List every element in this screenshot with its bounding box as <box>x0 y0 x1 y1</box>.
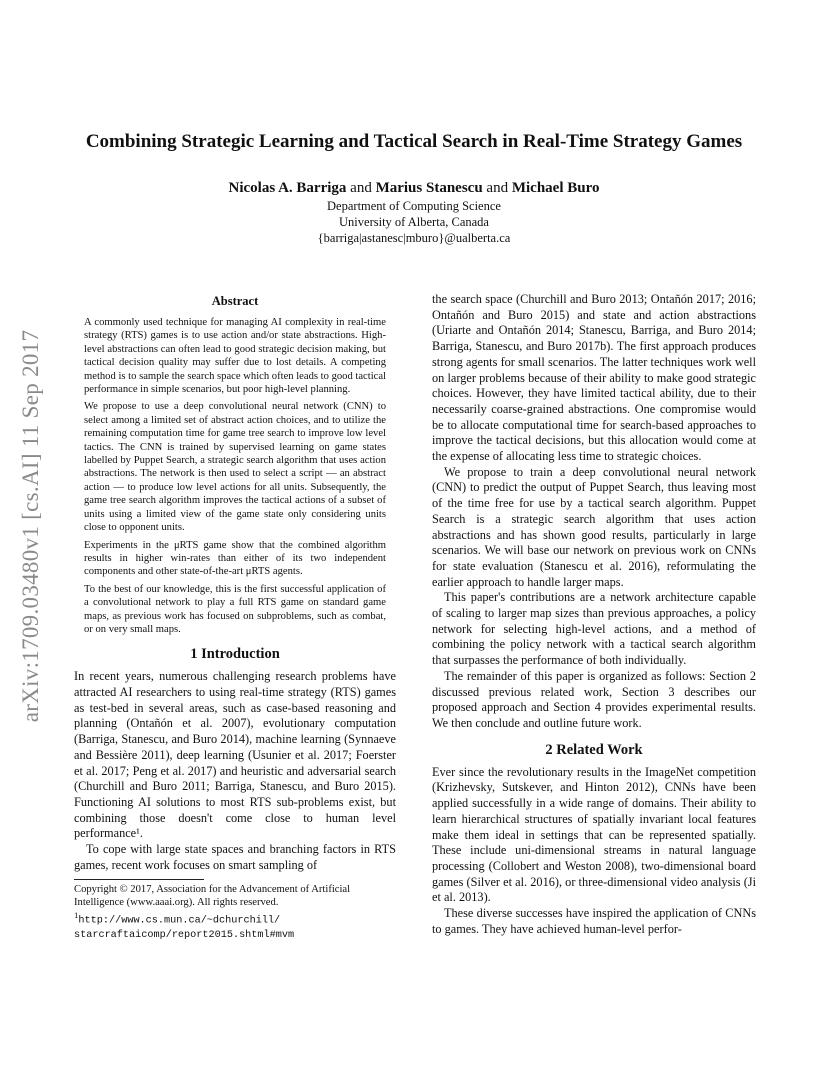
author-separator: and <box>486 180 509 196</box>
affiliation-university: University of Alberta, Canada <box>339 215 489 229</box>
body-paragraph: These diverse successes have inspired the application of CNNs to games. They have achieved human-level perfor- <box>432 906 756 936</box>
body-paragraph: In recent years, numerous challenging research problems have attracted AI researchers to using real-time strategy (RTS) games as test-bed in several areas, such as case-based reasoning and planning (Ontañón et al. 2007), evolutionary computation (Barriga, Stanescu, and Buro 2014), machine learning (Synnaeve and Bessière 2011), deep learning (Usunier et al. 2017; Foerster et al. 2017; Peng et al. 2017) and heuristic and adversarial search (Churchill and Buro 2011; Barriga, Stanescu, and Buro 2015). Functioning AI solutions to most RTS sub-problems exist, but combining those doesn't come close to human level performance¹. <box>74 669 396 841</box>
left-column <box>74 294 396 942</box>
footnote-url-line[interactable]: http://www.cs.mun.ca/~dchurchill/ <box>78 916 281 928</box>
author-buro: Michael Buro <box>511 180 600 196</box>
copyright-notice: Copyright © 2017, Association for the Advancement of Artificial Intelligence (www.aaai.org). All rights reserved. <box>74 884 351 909</box>
arxiv-identifier-text: arXiv:1709.03480v1 [cs.AI] 11 Sep 2017 <box>18 329 43 723</box>
author-separator: and <box>350 180 372 196</box>
author-stanescu: Marius Stanescu <box>375 180 483 196</box>
body-paragraph: This paper's contributions are a network architecture capable of scaling to larger map sizes than previous approaches, a policy network for selecting high-level actions, and a method of combining the policy network with a tactical search algorithm that surpasses the performance of both individually. <box>432 590 756 668</box>
affiliation-email: {barriga|astanesc|mburo}@ualberta.ca <box>317 231 511 245</box>
footnote-1 <box>74 909 396 942</box>
abstract-paragraph: We propose to use a deep convolutional neural network (CNN) to select among a limited set of abstract action choices, and to utilize the remaining computation time for game tree search to improve low level tactics. The CNN is trained by supervised learning on game states labelled by Puppet Search, a strategic search algorithm that uses action abstractions. The network is then used to select a script — an abstract action — to produce low level actions for all units. Subsequently, the game tree search algorithm improves the tactical actions of a subset of units using a limited view of the game state only considering units close to opponent units. <box>84 401 386 534</box>
author-barriga: Nicolas A. Barriga <box>228 180 347 196</box>
body-paragraph: To cope with large state spaces and branching factors in RTS games, recent work focuses on smart sampling of <box>74 842 396 872</box>
abstract-heading: Abstract <box>211 294 259 308</box>
author-list <box>40 180 788 197</box>
body-paragraph: Ever since the revolutionary results in the ImageNet competition (Krizhevsky, Sutskever, and Hinton 2012), CNNs have been applied successfully in a wide range of domains. Their ability to learn hierarchical structures of spatially invariant local features make them ideal in settings that can be represented spatially. These include uni-dimensional streams in natural language processing (Collobert and Weston 2008), two-dimensional board games (Silver et al. 2016), or three-dimensional video analysis (Ji et al. 2013). <box>432 764 756 905</box>
footnote-url-line[interactable]: starcraftaicomp/report2015.shtml#mvm <box>74 930 295 942</box>
arxiv-side-identifier <box>10 296 52 756</box>
body-paragraph: We propose to train a deep convolutional neural network (CNN) to predict the output of Puppet Search, thus leaving most of the time free for use by a tactical search algorithm. Puppet Search is a strategic search algorithm that uses action abstractions and has shown good results, particularly in large scenarios. We will base our network on previous work on CNNs for state evaluation (Stanescu et al. 2016), reformulating the earlier approach to handle larger maps. <box>432 464 756 589</box>
section-heading-related-work: 2 Related Work <box>545 741 643 758</box>
footnote-rule <box>74 879 204 880</box>
affiliation-department: Department of Computing Science <box>327 199 501 213</box>
right-column <box>432 292 756 937</box>
abstract-paragraph: A commonly used technique for managing AI complexity in real-time strategy (RTS) games is to use action and/or state abstractions. High-level abstractions can often lead to good strategic decision making, but tactical decision quality may suffer due to lost details. A competing method is to sample the search space which often leads to good tactical performance in simple scenarios, but poor high-level planning. <box>84 317 386 396</box>
section-heading-introduction: 1 Introduction <box>190 646 280 663</box>
abstract-paragraph: To the best of our knowledge, this is the first successful application of a convolutional network to play a full RTS game on standard game maps, as previous work has focused on subproblems, such as combat, or on very small maps. <box>84 583 386 635</box>
abstract-paragraph: Experiments in the μRTS game show that the combined algorithm results in higher win-rates than either of its two independent components and other state-of-the-art μRTS agents. <box>84 539 386 578</box>
body-paragraph: The remainder of this paper is organized as follows: Section 2 discussed previous related work, Section 3 describes our proposed approach and Section 4 provides experimental results. We then conclude and outline future work. <box>432 668 756 730</box>
affiliation <box>40 198 788 246</box>
footnote-mark: 1 <box>74 910 79 921</box>
paper-title: Combining Strategic Learning and Tactical Search in Real-Time Strategy Games <box>85 131 743 152</box>
body-paragraph: the search space (Churchill and Buro 2013; Ontañón 2017; 2016; Ontañón and Buro 2015) and state and action abstractions (Uriarte and Ontañón 2014; Stanescu, Barriga, and Buro 2014; Barriga, Stanescu, and Buro 2017b). The first approach produces strong agents for small scenarios. The latter techniques work well on larger problems because of their ability to make good strategic choices. However, they have limited tactical ability, due to their necessarily coarse-grained abstractions. One compromise would be to allocate computational time for search-based approaches to improve the tactical decisions, but this allocation would come at the expense of allocating less time to strategic choices. <box>432 292 756 464</box>
